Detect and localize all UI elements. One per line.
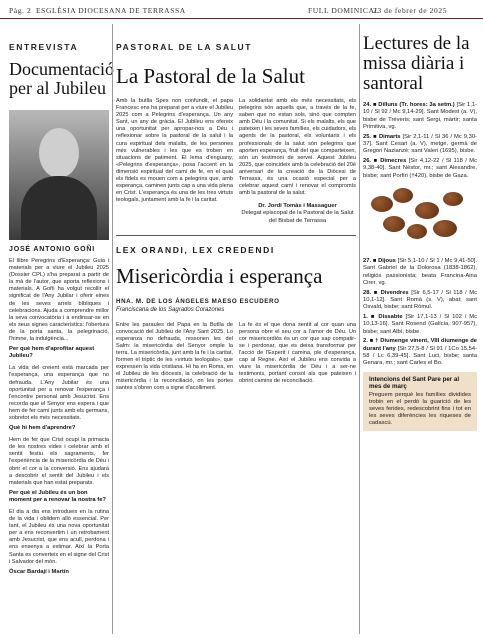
interview-title: Documentació per al Jubileu: [9, 59, 114, 98]
pastoral-signature: [239, 203, 356, 224]
column-divider: [359, 24, 360, 634]
interview-section-label: ENTREVISTA: [9, 42, 79, 52]
lex-section-label: LEX ORANDI, LEX CREDENDI: [116, 244, 275, 255]
lex-text: Entre les paraules del Papa en la Butlla de convocació del Jubileu de l'Any Sant 2025, Lo esperanza no defrauda, ressonen les del Salm: la misericòrdia del Senyor omple la terra. La misericòrdia, junt amb la fe i la caritat, formen el triptic de les «virtuts teologals», que expressen la vida cristiana. Hi ha en Roma, en el Jubileu de les diòcesis, la celebració de la misericòrdia i la reconciliació, on les portes santes s'obren com a signe d'acolliment.: [116, 321, 233, 392]
pastoral-text: Amb la butlla Spes non confundit, el papa Francesc ens ha preparat per a viure el Jubileu 2025 com a Pelegrins d'esperança. Un any Sant, un any de gràcia. El Jubileu ens ofereix una oportunitat per apropar-nos a Déu i reflexionar sobre la pastoral de la salut i la cura espiritual dels malalts, de les persones més vulnerables i les que es troben en situacions de patiment. El lema d'enguany, «Pelegrins d'esperança», posa l'accent en la dimensió espiritual del camí de fe, en el qual els fidels es mouen com a pelegrins que, amb esperança, caminen junts cap a una vida plena en Crist. L'esperança és una de les tres virtuts teologals, juntament amb la fe i la caritat.: [116, 98, 233, 204]
readings-title: Lectures de la missa diària i santoral: [363, 33, 470, 94]
interview-question: Per què el Jubileu és un bon moment per a renovar la nostra fe?: [9, 489, 106, 503]
list-item: 26. ■ Dimecres [Sir 4,12-22 / Sl 118 / Mc 9,38-40]. Sant Nèstor, mr.; sant Alexandre, bisbe; sant Porfiri (†420), bisbe de Gaza.: [363, 158, 477, 179]
list-item: 25. ■ Dimarts [Sir 2,1-11 / Sl 36 / Mc 9,30-37]. Sant Cesari (a. V), metge, germà de Gregori Nazianzè; sant Valeri (1695), bisbe.: [363, 133, 477, 155]
readings-column: [363, 24, 477, 431]
pastoral-signature-name: Dr. Jordi Tomàs i Massaguer: [258, 203, 337, 210]
pastoral-section-label: PASTORAL DE LA SALUT: [116, 42, 253, 52]
lex-author: HNA. M. DE LOS ÁNGELES MAESO ESCUDERO: [116, 297, 280, 305]
readings-list: [363, 102, 477, 368]
interview-answer: La vida del creient està marcada per l'esperança, una esperança que no defrauda. L'Any Jubilar és una oportunitat per a renovar l'esperança i l'encontre personal amb Jesucrist. Ens recorda que el Senyor ens espera i que hem de fer camí junts amb els germans, sobretot els més necessitats.: [9, 365, 109, 421]
pastoral-text: La solidaritat amb els més necessitats, els pelegrins són aquells que, a través de la fe, saben que no estan sols, sinó que compten amb Déu i la comunitat. Si els malalts, els que pateixen i les seves famílies, els cuidadors, els agents de la pastoral, els voluntaris i els professionals de la salut són pelegrins que aporten esperança, fruit del que comparteixen, són un testimoni de servei. Aquest Jubileu 2025, que coincideix amb la celebració del 20è aniversari de la creació de la Diòcesi de Terrassa, és una ocasió especial per a celebrar aquest camí i renovar el compromís amb la pastoral de la salut.: [239, 98, 356, 197]
interview-question: Per què hem d'aprofitar aquest Jubileu?: [9, 346, 95, 360]
section-divider: [116, 235, 356, 236]
interview-answer: Hem de fer que Crist ocupi la primacia de les nostres vides i celebrar amb el sentit festiu els sagraments, fer l'experiència de la misericòrdia de Déu i obrir el cor a la conversió. Ens ajudarà a descobrir el sentit del Jubileu i els materials que han estat preparats.: [9, 437, 109, 486]
intentions-text: Preguem perquè les famílies dividides trobin en el perdó la guarició de les seves ferides, redescobrint fins i tot en les seves diferències les riqueses de cadascú.: [369, 391, 471, 426]
interview-author: JOSÉ ANTONIO GOÑI: [9, 246, 95, 253]
header-rule: [0, 18, 483, 19]
page-number: Pàg. 2: [9, 6, 32, 15]
pastoral-signature-role: Delegat episcopal de la Pastoral de la Salut del Bisbat de Terrassa: [241, 210, 354, 224]
publication-name: ESGLÉSIA DIOCESANA DE TERRASSA: [36, 6, 186, 15]
coffee-beans-image: [363, 184, 471, 254]
list-item: 2. ■ † Diumenge vinent, VIII diumenge de durant l'any [Sir 27,5-8 / Sl 91 / 1Co 15,54-58 / Lc 6,39-45]. Sant Luci, bisbe; santa Genara, mr.; sant Carles el Bo.: [363, 338, 477, 367]
pastoral-title: La Pastoral de la Salut: [116, 64, 305, 88]
interview-column: [9, 24, 114, 575]
interview-answer: El dia a dia ens introdueix en la rutina de la vida i oblidem allò essencial. Per tant, el Jubileu és una nova oportunitat per a ens reconvertim i un retrobament amb Jesucrist, que ens acull, perdona i ens ensenya a estimar. Així la Porta Santa es converteix en el signe del Crist i Salvador del món.: [9, 509, 109, 565]
intentions-heading: Intencions del Sant Pare per al mes de març: [369, 375, 460, 390]
author-photo: [9, 110, 109, 240]
list-item: 28. ■ Divendres [Sir 6,5-17 / Sl 118 / Mc 10,1-12]. Sant Romà (s. V), abat; sant Osvald, bisbe; sant Ròmul.: [363, 289, 477, 311]
lex-org: Franciscana de los Sagrados Corazones: [116, 306, 225, 313]
list-item: 24. ■ Dilluns (Tr. hores: 3a setm.) [Sir 1,1-10 / Sl 92 / Mc 9,14-29]. Sant Modest (a. V), bisbe de Tréveris; sant Sergi, màrtir; santa Primitiva, vg.: [363, 102, 478, 130]
lex-text: La fe és el que dona sentit al cor quan una persona obre el seu cor a l'amor de Déu. Un cor misericordiós és un cor que sap compatir-se i perdonar, que es deixa transformar per l'acció de l'Esperit i camina, ple d'esperança, cap al Regne. Així el Jubileu ens convida a viure la misericòrdia de Déu i a ser-ne testimonis, portant consol als que pateixen i obrint camins de reconciliació.: [239, 321, 356, 385]
interview-question: Què hi hem d'aprendre?: [9, 425, 76, 432]
interview-signature: Òscar Bardají i Martín: [9, 568, 69, 575]
interview-intro: El llibre Peregrins d'Esperança: Guia i materials per a viure el Jubileu 2025 (Dossier CPL) s'ha preparat a partir de la mà de l'autor, que aporta reflexions i materials. A Goñi ha volgut recollir el significat de l'Any Jubilar i oferir eines de les seves arrels bíbliques i celebracions. Ajuda a comprendre millor la seva convocatòria i a endinsar-se en els seus signes característics: l'obertura de la porta santa, la pelegrinació, l'himne, la indulgència...: [9, 258, 109, 343]
main-column: [116, 24, 356, 393]
list-item: 1. ■ Dissabte [Sir 17,1-13 / Sl 102 / Mc 10,13-16]. Sant Rosend (Galícia, 907-957), bisbe; sant Albí, bisbe.: [363, 314, 477, 335]
column-divider: [112, 24, 113, 634]
issue-date: 23 de febrer de 2025: [373, 6, 448, 15]
lex-title: Misericòrdia i esperança: [116, 263, 323, 288]
page-header: [0, 0, 483, 20]
list-item: 27. ■ Dijous [Sir 5,1-10 / Sl 1 / Mc 9,41-50]. Sant Gabriel de la Dolorosa (1838-1862), religiós passionista; beata Francina-Aina Cirer, vg.: [363, 257, 477, 286]
issue-name: FULL DOMINICAL: [308, 6, 380, 15]
intentions-box: [363, 372, 477, 431]
